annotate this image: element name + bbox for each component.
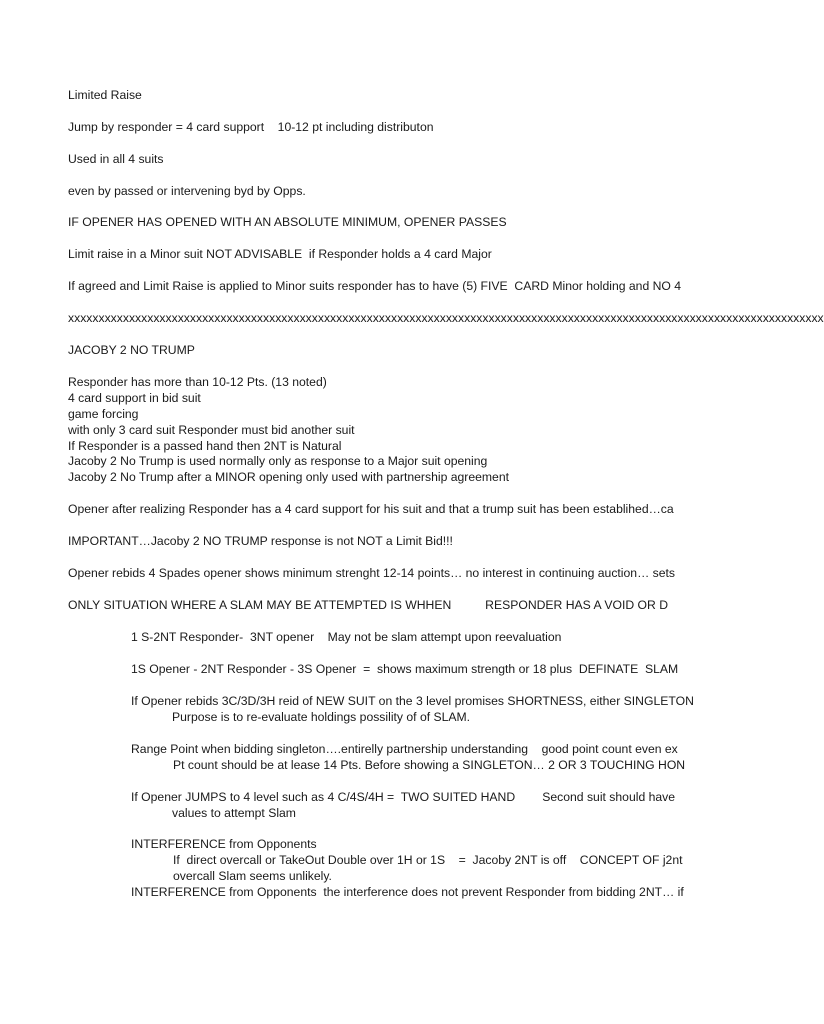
text-line: If Opener rebids 3C/3D/3H reid of NEW SUIT on the 3 level promises SHORTNESS, either SINGLETON bbox=[131, 694, 694, 708]
separator-line: xxxxxxxxxxxxxxxxxxxxxxxxxxxxxxxxxxxxxxxxxxxxxxxxxxxxxxxxxxxxxxxxxxxxxxxxxxxxxxxxxxxxxxxxxxxxxxxxxxxxxxxxxxxxxxxxxxxxxxxxxxxx bbox=[68, 311, 824, 325]
text-line: Responder has more than 10-12 Pts. (13 noted) bbox=[68, 375, 327, 389]
text-line: Pt count should be at lease 14 Pts. Before showing a SINGLETON… 2 OR 3 TOUCHING HON bbox=[173, 758, 686, 772]
heading-jacoby-2nt: JACOBY 2 NO TRUMP bbox=[68, 343, 195, 357]
text-line: IMPORTANT…Jacoby 2 NO TRUMP response is not NOT a Limit Bid!!! bbox=[68, 534, 453, 548]
text-line: IF OPENER HAS OPENED WITH AN ABSOLUTE MINIMUM, OPENER PASSES bbox=[68, 215, 507, 229]
text-line: overcall Slam seems unlikely. bbox=[173, 869, 332, 883]
text-line: 1 S-2NT Responder- 3NT opener May not be slam attempt upon reevaluation bbox=[131, 630, 562, 644]
text-line: Opener after realizing Responder has a 4 card support for his suit and that a trump suit has been establihed…ca bbox=[68, 502, 674, 516]
text-line: Purpose is to re-evaluate holdings possility of of SLAM. bbox=[172, 710, 471, 724]
text-line: game forcing bbox=[68, 407, 139, 421]
text-line: INTERFERENCE from Opponents bbox=[131, 837, 317, 851]
text-line: If Opener JUMPS to 4 level such as 4 C/4S/4H = TWO SUITED HAND Second suit should have bbox=[131, 790, 676, 804]
text-line: values to attempt Slam bbox=[172, 806, 296, 820]
text-line: Jacoby 2 No Trump after a MINOR opening only used with partnership agreement bbox=[68, 470, 510, 484]
text-line: Used in all 4 suits bbox=[68, 152, 164, 166]
text-line: Range Point when bidding singleton….entirelly partnership understanding good point count even ex bbox=[131, 742, 678, 756]
text-line: ONLY SITUATION WHERE A SLAM MAY BE ATTEMPTED IS WHHEN RESPONDER HAS A VOID OR D bbox=[68, 598, 669, 612]
text-line: Limit raise in a Minor suit NOT ADVISABLE if Responder holds a 4 card Major bbox=[68, 247, 492, 261]
text-line: If direct overcall or TakeOut Double over 1H or 1S = Jacoby 2NT is off CONCEPT OF j2nt bbox=[173, 853, 683, 867]
text-line: with only 3 card suit Responder must bid another suit bbox=[68, 423, 355, 437]
heading-limited-raise: Limited Raise bbox=[68, 88, 142, 102]
text-line: If agreed and Limit Raise is applied to Minor suits responder has to have (5) FIVE CARD Minor holding and NO 4 bbox=[68, 279, 682, 293]
text-line: 4 card support in bid suit bbox=[68, 391, 201, 405]
text-line: Opener rebids 4 Spades opener shows minimum strenght 12-14 points… no interest in continuing auction… sets bbox=[68, 566, 676, 580]
text-line: even by passed or intervening byd by Opps. bbox=[68, 184, 306, 198]
text-line: Jump by responder = 4 card support 10-12 pt including distributon bbox=[68, 120, 434, 134]
text-line: INTERFERENCE from Opponents the interference does not prevent Responder from bidding 2NT… if bbox=[131, 885, 684, 899]
text-line: 1S Opener - 2NT Responder - 3S Opener = shows maximum strength or 18 plus DEFINATE SLAM bbox=[131, 662, 679, 676]
text-line: Jacoby 2 No Trump is used normally only as response to a Major suit opening bbox=[68, 454, 488, 468]
text-line: If Responder is a passed hand then 2NT is Natural bbox=[68, 439, 342, 453]
